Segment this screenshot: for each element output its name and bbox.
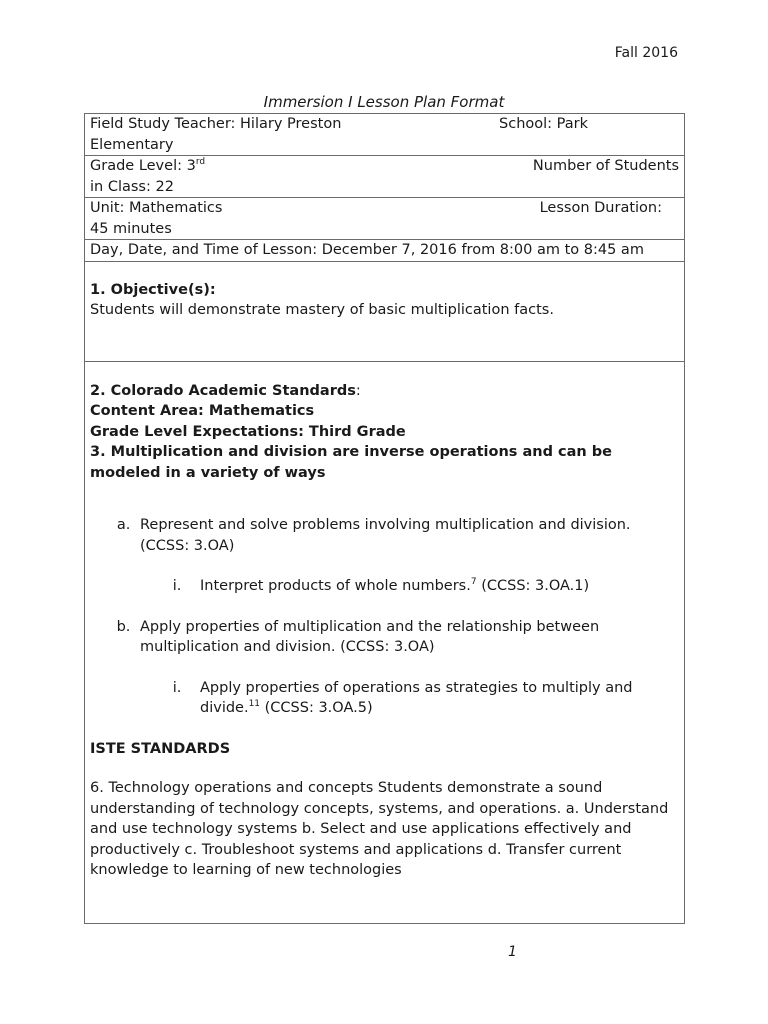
standards-heading: 2. Colorado Academic Standards <box>90 382 356 399</box>
grade-label: Grade Level: 3 <box>90 158 196 174</box>
teacher-label: Field Study Teacher: Hilary Preston <box>90 116 342 132</box>
unit-row <box>85 198 685 240</box>
grade-expectations: Grade Level Expectations: Third Grade <box>90 423 406 440</box>
sub-list <box>140 576 679 597</box>
duration-label: Lesson Duration: <box>539 200 662 216</box>
school-continued: Elementary <box>90 136 174 153</box>
iste-text: 6. Technology operations and concepts Students demonstrate a sound understanding of technology concepts, systems, and operations. a. Understand and use technology systems b. Select and use applications effectively and productively c. Troubleshoot systems and applications d. Transfer current knowledge to learning of new technologies <box>90 780 669 878</box>
list-item: i. Apply properties of operations as strategies to multiply and divide.$^{11}$ (CCSS: 3.OA.5) <box>186 678 679 719</box>
school-label: School: Park <box>499 116 588 132</box>
page-number: 1 <box>508 944 517 960</box>
unit-label: Unit: Mathematics <box>90 200 223 216</box>
datetime-label: Day, Date, and Time of Lesson: December 7, 2016 from 8:00 am to 8:45 am <box>90 242 644 258</box>
content-area: Content Area: Mathematics <box>90 403 315 419</box>
semester-label: Fall 2016 <box>614 45 678 61</box>
iste-heading: ISTE STANDARDS <box>90 740 231 757</box>
standards-list <box>90 515 679 719</box>
standard-statement: 3. Multiplication and division are inverse operations and can be modeled in a variety of ways <box>90 444 612 481</box>
teacher-row <box>85 114 685 156</box>
list-item: a. Represent and solve problems involving multiplication and division. (CCSS: 3.OA) i. Interpret products of whole numbers.$^7$ (CCSS: 3.OA.1) <box>135 515 679 597</box>
standards-section: 2. Colorado Academic Standards: Content Area: Mathematics Grade Level Expectations: Third Grade 3. Multiplication and division are inverse operations and can be modeled in a variety of ways a. Represent and solve problems involving multiplication and division. (CCSS: 3.OA) i. Interpret products of whole numbers.$^7$ (CCSS: 3.OA.1) b. Apply properties of multiplication and the relationship between multiplication and division. (CCSS: 3.OA) i. Apply properties of operations as strategies to multiply and divide.$^{11}$ (CCSS: 3.OA.5) ISTE STANDARDS 6. Technology operations and concepts Students demonstrate a sound understanding of technology concepts, systems, and operations. a. Understand and use technology systems b. Select and use applications effectively and productively c. Troubleshoot systems and applications d. Transfer current knowledge to learning of new technologies <box>85 361 685 923</box>
students-continued: in Class: 22 <box>90 178 174 195</box>
students-label: Number of Students <box>532 158 679 174</box>
datetime-row <box>85 240 685 262</box>
list-item: i. Interpret products of whole numbers.$^7$ (CCSS: 3.OA.1) <box>186 576 679 597</box>
objective-text: Students will demonstrate mastery of basic multiplication facts. <box>90 302 554 318</box>
document-title: Immersion I Lesson Plan Format <box>263 93 505 111</box>
objective-heading: 1. Objective(s): <box>90 281 216 298</box>
lesson-plan-table <box>84 113 685 924</box>
sub-list <box>140 678 679 719</box>
list-item: b. Apply properties of multiplication and the relationship between multiplication and division. (CCSS: 3.OA) i. Apply properties of operations as strategies to multiply and divide.$^{11}$ (CCSS: 3.OA.5) <box>135 617 679 719</box>
objective-section <box>85 261 685 361</box>
grade-row <box>85 156 685 198</box>
grade-superscript: rd <box>195 157 206 167</box>
duration-continued: 45 minutes <box>90 220 172 237</box>
